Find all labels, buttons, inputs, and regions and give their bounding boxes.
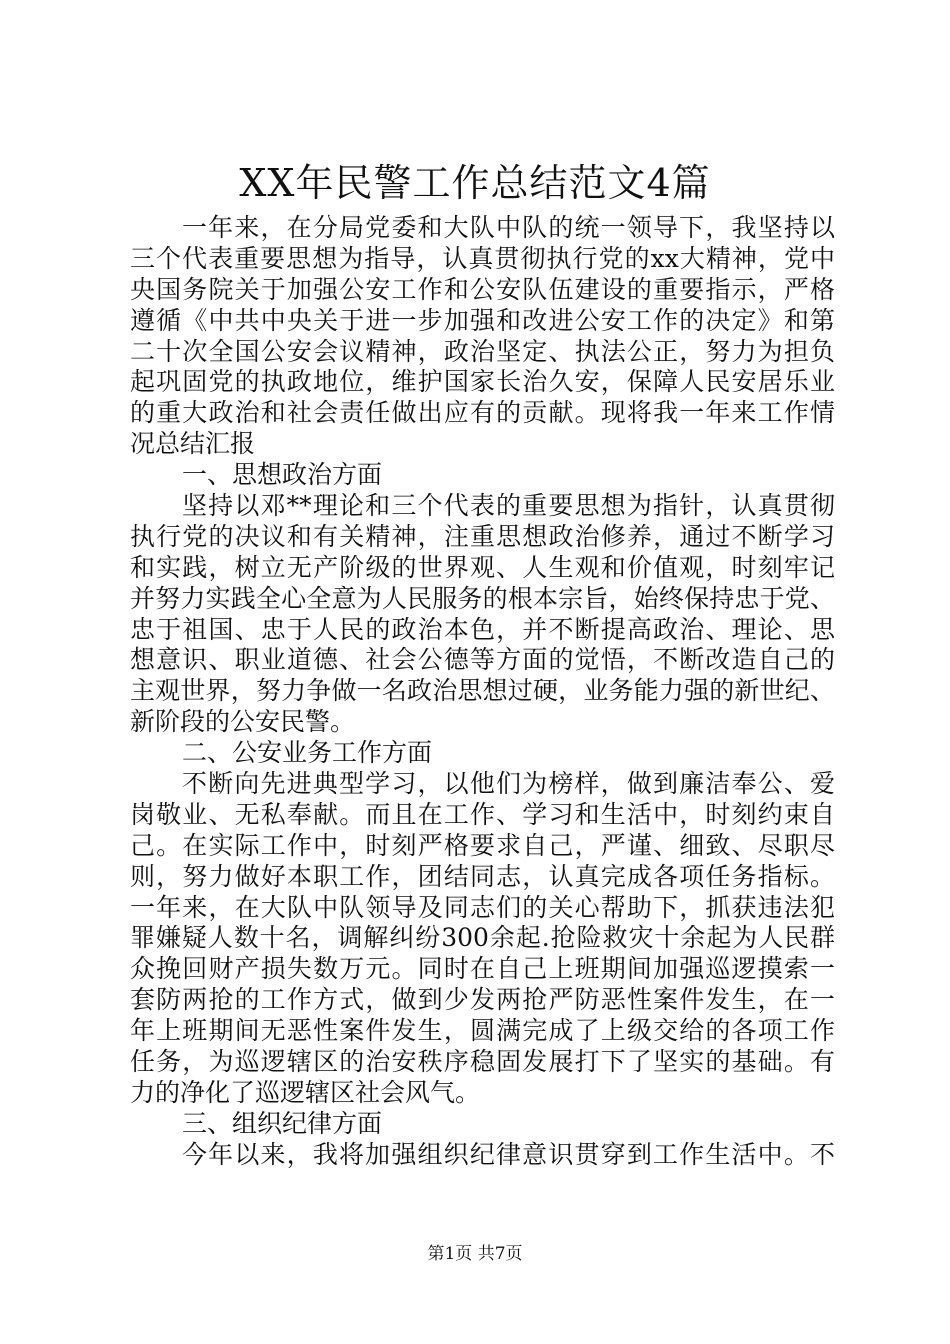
paragraph-line: 力的净化了巡逻辖区社会风气。	[130, 1077, 481, 1107]
paragraph-line: 新阶段的公安民警。	[130, 707, 356, 737]
paragraph-line: 想意识、职业道德、社会公德等方面的觉悟，不断改造自己的	[130, 645, 835, 675]
paragraph-line: 起巩固党的执政地位，维护国家长治久安，保障人民安居乐业	[130, 367, 835, 397]
paragraph-line: 一年来，在大队中队领导及同志们的关心帮助下，抓获违法犯	[130, 892, 835, 922]
paragraph-line: 今年以来，我将加强组织纪律意识贯穿到工作生活中。不	[182, 1139, 835, 1169]
paragraph-line: 年上班期间无恶性案件发生，圆满完成了上级交给的各项工作	[130, 1016, 835, 1046]
section-heading: 二、公安业务工作方面	[182, 738, 433, 768]
paragraph-line: 和实践，树立无产阶级的世界观、人生观和价值观，时刻牢记	[130, 552, 835, 582]
paragraph-line: 主观世界，努力争做一名政治思想过硬，业务能力强的新世纪、	[130, 676, 835, 706]
paragraph-line: 忠于祖国、忠于人民的政治本色，并不断提高政治、理论、思	[130, 614, 835, 644]
paragraph-line: 三个代表重要思想为指导，认真贯彻执行党的xx大精神，党中	[130, 243, 835, 273]
paragraph-line: 套防两抢的工作方式，做到少发两抢严防恶性案件发生，在一	[130, 985, 835, 1015]
paragraph-line: 执行党的决议和有关精神，注重思想政治修养，通过不断学习	[130, 521, 835, 551]
document-body	[130, 213, 835, 1171]
paragraph-line: 众挽回财产损失数万元。同时在自己上班期间加强巡逻摸索一	[130, 954, 835, 984]
paragraph-line: 央国务院关于加强公安工作和公安队伍建设的重要指示，严格	[130, 274, 835, 304]
paragraph-line: 遵循《中共中央关于进一步加强和改进公安工作的决定》和第	[130, 305, 835, 335]
paragraph-line: 二十次全国公安会议精神，政治坚定、执法公正，努力为担负	[130, 336, 835, 366]
paragraph-line: 罪嫌疑人数十名，调解纠纷300余起.抢险救灾十余起为人民群	[130, 923, 835, 953]
section-heading: 三、组织纪律方面	[182, 1108, 383, 1138]
paragraph-line: 任务，为巡逻辖区的治安秩序稳固发展打下了坚实的基础。有	[130, 1047, 835, 1077]
paragraph-line: 岗敬业、无私奉献。而且在工作、学习和生活中，时刻约束自	[130, 799, 835, 829]
paragraph-line: 并努力实践全心全意为人民服务的根本宗旨，始终保持忠于党、	[130, 583, 835, 613]
page-footer: 第1页 共7页	[427, 1244, 523, 1264]
section-heading: 一、思想政治方面	[182, 460, 383, 490]
paragraph-line: 己。在实际工作中，时刻严格要求自己，严谨、细致、尽职尽	[130, 830, 835, 860]
document-title: XX年民警工作总结范文4篇	[239, 161, 711, 205]
paragraph-line: 不断向先进典型学习，以他们为榜样，做到廉洁奉公、爱	[182, 769, 835, 799]
paragraph-line: 的重大政治和社会责任做出应有的贡献。现将我一年来工作情	[130, 398, 835, 428]
paragraph-line: 况总结汇报	[130, 429, 256, 459]
paragraph-line: 坚持以邓**理论和三个代表的重要思想为指针，认真贯彻	[182, 491, 835, 521]
paragraph-line: 则，努力做好本职工作，团结同志，认真完成各项任务指标。	[130, 861, 835, 891]
paragraph-line: 一年来，在分局党委和大队中队的统一领导下，我坚持以	[182, 213, 835, 242]
